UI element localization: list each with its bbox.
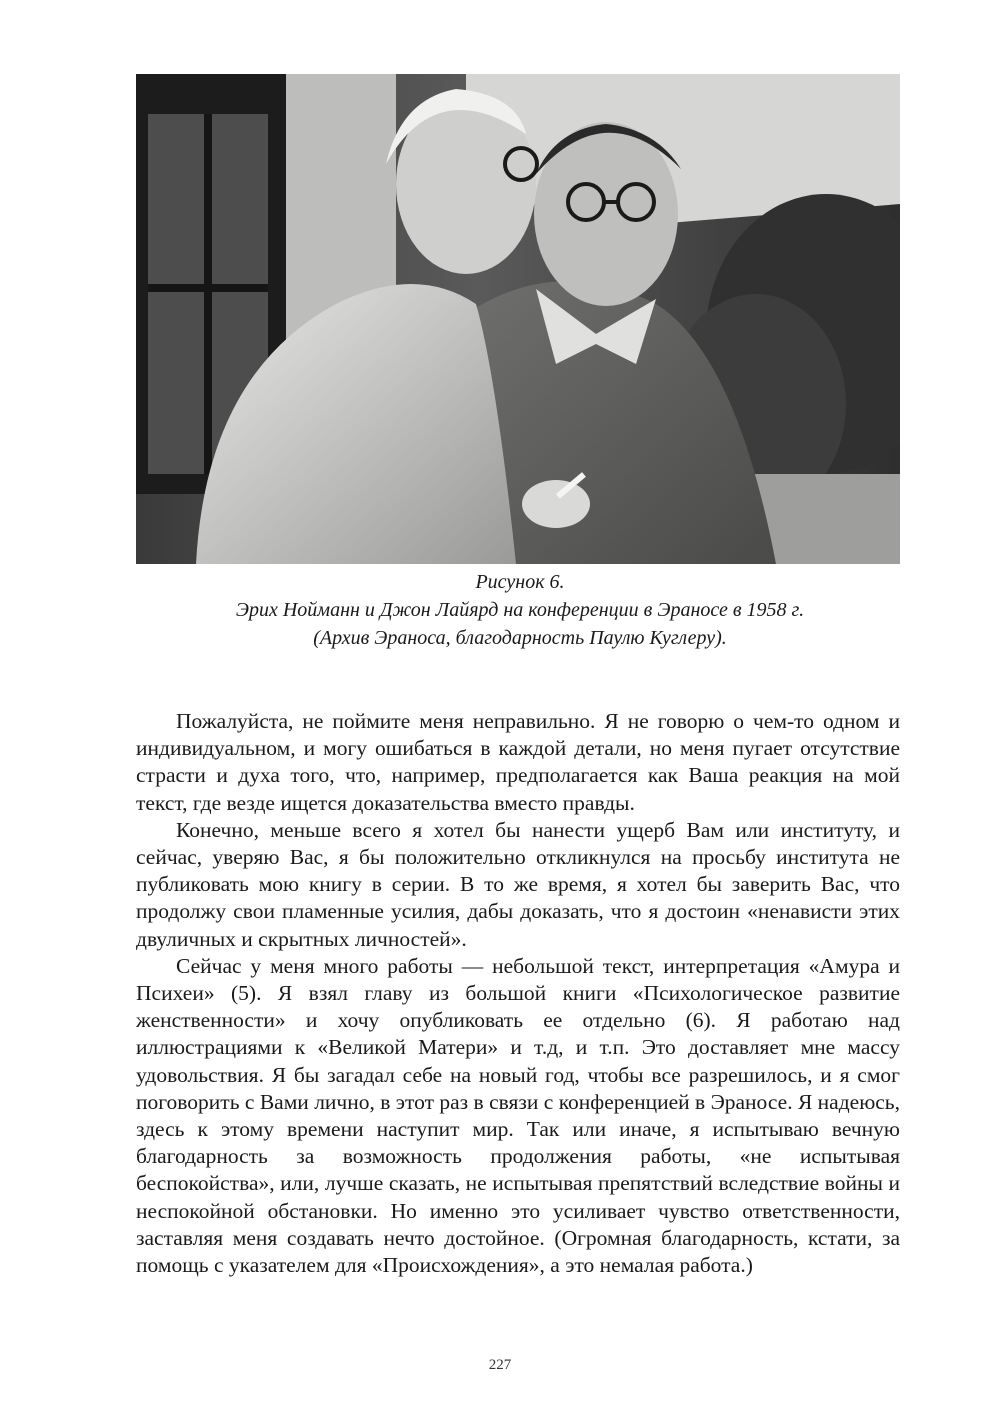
body-text	[136, 708, 900, 1279]
page-number: 227	[488, 1357, 512, 1373]
figure-caption	[100, 568, 940, 652]
photo-illustration	[136, 74, 900, 564]
paragraph: Сейчас у меня много работы — небольшой текст, интерпретация «Амура и Психеи» (5). Я взял главу из большой книги «Психологическое развитие женственности» и хочу опубликовать ее отдельно (6). Я работаю над иллюстрациями к «Великой Матери» и т.д, и т.п. Это доставляет мне массу удовольствия. Я бы загадал себе на новый год, чтобы все разрешилось, и я смог поговорить с Вами лично, в этот раз в связи с конференцией в Эраносе. Я надеюсь, здесь к этому времени наступит мир. Так или иначе, я испытываю вечную благодарность за возможность продолжения работы, «не испытывая беспокойства», или, лучше сказать, не испытывая препятствий вследствие войны и неспокойной обстановки. Но именно это усиливает чувство ответственности, заставляя меня создавать нечто достойное. (Огромная благодарность, кстати, за помощь с указателем для «Происхождения», а это немалая работа.)	[136, 953, 900, 1278]
caption-label: Рисунок 6.	[475, 571, 565, 593]
caption-line-1: Эрих Нойманн и Джон Лайярд на конференции в Эраносе в 1958 г.	[235, 599, 805, 621]
caption-line-2: (Архив Эраноса, благодарность Паулю Куглеру).	[313, 627, 727, 649]
paragraph: Конечно, меньше всего я хотел бы нанести ущерб Вам или институту, и сейчас, уверяю Вас, я бы положительно откликнулся на просьбу института не публиковать мою книгу в серии. В то же время, я хотел бы заверить Вас, что продолжу свои пламенные усилия, дабы доказать, что я достоин «ненависти этих двуличных и скрытных личностей».	[136, 817, 900, 951]
figure-photo	[136, 74, 900, 564]
paragraph: Пожалуйста, не поймите меня неправильно. Я не говорю о чем-то одном и индивидуальном, и могу ошибаться в каждой детали, но меня пугает отсутствие страсти и духа того, что, например, предполагается как Ваша реакция на мой текст, где везде ищется доказательства вместо правды.	[136, 709, 900, 815]
